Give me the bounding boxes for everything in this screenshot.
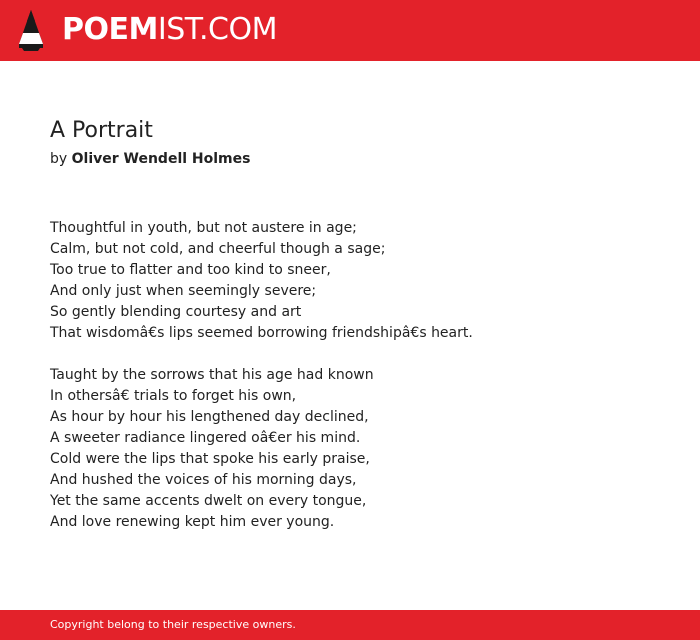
poem-line: Yet the same accents dwelt on every tongue, <box>50 493 367 509</box>
stanza <box>50 365 670 533</box>
poem-line: Taught by the sorrows that his age had known <box>50 367 374 383</box>
poem-line: A sweeter radiance lingered oâ€er his mind. <box>50 430 361 446</box>
byline <box>50 150 250 168</box>
site-logo[interactable] <box>62 12 277 48</box>
poem-line: And hushed the voices of his morning days, <box>50 472 357 488</box>
logo-light-text: IST.COM <box>157 12 277 47</box>
site-footer <box>0 610 700 640</box>
poem-line: And only just when seemingly severe; <box>50 283 317 299</box>
author-name: Oliver Wendell Holmes <box>71 151 251 167</box>
poem-line: And love renewing kept him ever young. <box>50 514 335 530</box>
poem-line: Cold were the lips that spoke his early praise, <box>50 451 370 467</box>
poem-line: Thoughtful in youth, but not austere in age; <box>50 220 357 236</box>
by-label: by <box>50 151 68 167</box>
poem-line: That wisdomâ€s lips seemed borrowing friendshipâ€s heart. <box>50 325 473 341</box>
stanza <box>50 218 670 344</box>
site-header <box>0 0 700 61</box>
copyright-notice: Copyright belong to their respective owners. <box>50 618 296 631</box>
poem-line: Calm, but not cold, and cheerful though a sage; <box>50 241 386 257</box>
poem-title: A Portrait <box>50 118 153 143</box>
logo-bold-text: POEM <box>62 12 158 47</box>
poem-line: As hour by hour his lengthened day declined, <box>50 409 369 425</box>
poem-line: Too true to flatter and too kind to sneer, <box>50 262 331 278</box>
pencil-tip-icon[interactable] <box>18 9 44 52</box>
poem-line: So gently blending courtesy and art <box>50 304 302 320</box>
poem-line: In othersâ€ trials to forget his own, <box>50 388 297 404</box>
poem-body <box>50 218 670 554</box>
